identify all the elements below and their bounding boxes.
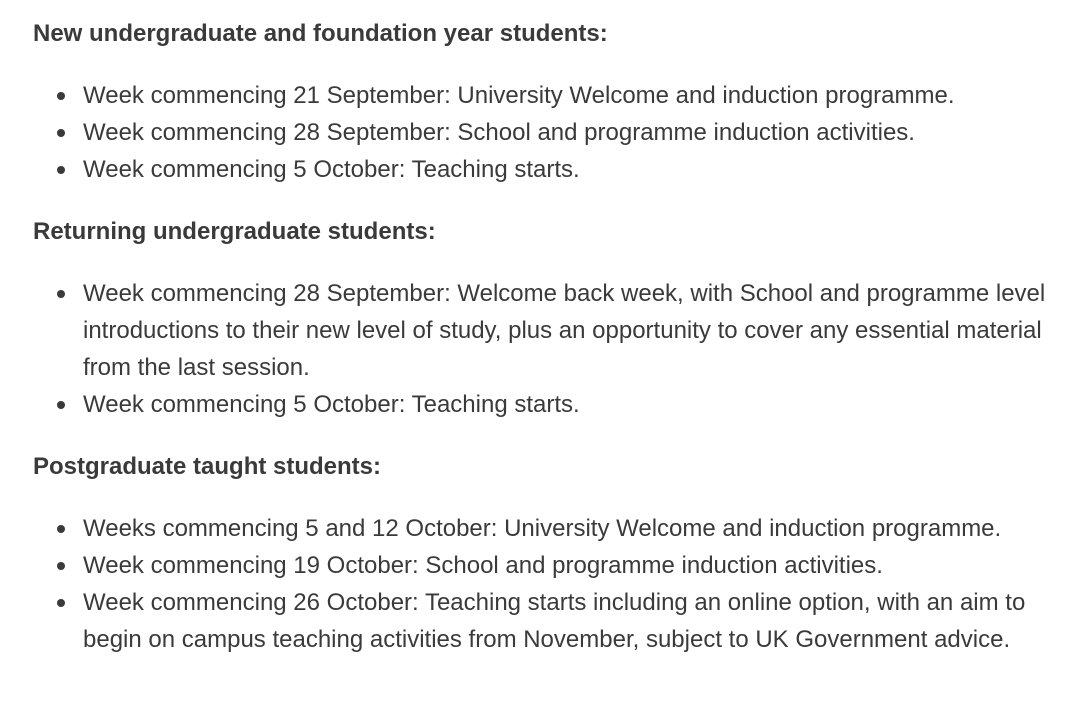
list-item [33, 151, 1080, 188]
bullet-icon [57, 401, 65, 409]
list-item-text: Week commencing 28 September: Welcome back week, with School and programme level introductions to their new level of study, plus an opportunity to cover any essential material from the last session. [83, 280, 1046, 381]
list-item-text: Week commencing 28 September: School and programme induction activities. [83, 119, 915, 146]
bullet-icon [57, 599, 65, 607]
list-item [33, 510, 1080, 547]
list-item [33, 77, 1080, 114]
section-heading-returning-undergraduate: Returning undergraduate students: [33, 218, 436, 245]
list-item [33, 584, 1080, 658]
section-heading-postgraduate-taught: Postgraduate taught students: [33, 453, 382, 480]
list-postgraduate-taught [33, 510, 1080, 658]
list-item [33, 114, 1080, 151]
bullet-icon [57, 562, 65, 570]
list-item-text: Weeks commencing 5 and 12 October: University Welcome and induction programme. [83, 515, 1002, 542]
list-returning-undergraduate [33, 275, 1080, 423]
list-item [33, 386, 1080, 423]
bullet-icon [57, 129, 65, 137]
list-item-text: Week commencing 5 October: Teaching starts. [83, 391, 580, 418]
bullet-icon [57, 525, 65, 533]
list-item-text: Week commencing 21 September: University Welcome and induction programme. [83, 82, 955, 109]
list-item-text: Week commencing 26 October: Teaching starts including an online option, with an aim to begin on campus teaching activities from November, subject to UK Government advice. [83, 589, 1026, 653]
section-heading-new-undergraduate: New undergraduate and foundation year students: [33, 20, 608, 47]
list-new-undergraduate [33, 77, 1080, 188]
bullet-icon [57, 92, 65, 100]
list-item [33, 275, 1080, 386]
list-item-text: Week commencing 19 October: School and programme induction activities. [83, 552, 883, 579]
list-item-text: Week commencing 5 October: Teaching starts. [83, 156, 580, 183]
bullet-icon [57, 166, 65, 174]
list-item [33, 547, 1080, 584]
bullet-icon [57, 290, 65, 298]
